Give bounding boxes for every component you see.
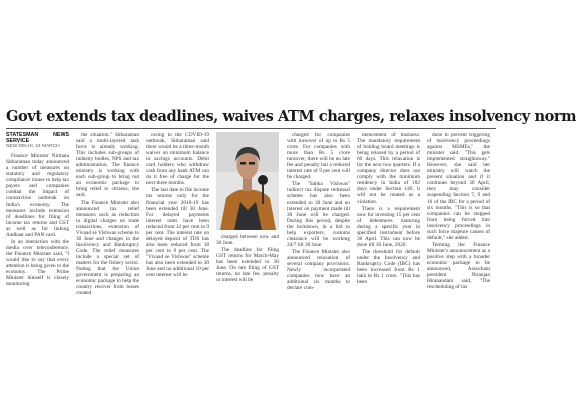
paragraph: charged between now and 30 June. (216, 234, 279, 247)
paragraph: charged for companies with turnover of up to Rs 5 crore. For companies with more than Rs 5 crore turnover, there will be no late fee and penalty but a reduced interest rate of 9 per cent will be charged. (287, 132, 350, 181)
article-column-6 (357, 132, 420, 400)
paragraph: The last date to file income tax returns only for the financial year 2018-19 has been extended till 30 June. For delayed payments interest rates have been reduced from 12 per cent to 9 per cent. The interest rate on delayed deposit of TDS has also been reduced from 18 per cent to 9 per cent. The "Vivaad se Vishwas" scheme has also been extended to 30 June and no additional 10 per cent interest will be (146, 187, 209, 279)
headline-divider (6, 128, 496, 129)
paragraph: Terming the Finance Minister's announcement as a positive step with a broader economic package to be announced, Assocham president Niranjan Hiranandani said, "The rescheduling of tax (427, 241, 490, 291)
paragraph: The deadline for filing GST returns for March-May has been extended to 30 June. On late filing of GST returns, no late fee, penalty or interest will be (216, 247, 279, 284)
paragraph: The Finance Minister also announced tax relief measures such as reduction in digital charges on trade transactions, extension of Vivaad se Vishwas scheme to 30 June and changes in the Insolvency and Bankruptcy Code. The relief measures include a special set of matters for the fishery sector. Noting that the Union government is preparing an economic package to help the country recover from losses created (76, 199, 139, 297)
paragraph: done to prevent triggering of insolvency proceedings against MSMEs," the minister said. "This gets implemented straightaway." However, she said her ministry will watch the present situation and if it continues beyond 30 April, they may consider suspending Section 7, 9 and 10 of the IBC for a period of six months. "This is so that companies can be stopped from being forced into insolvency proceedings in such force majeure causes of default," she added. (427, 132, 490, 241)
portrait-illustration (216, 132, 279, 230)
paragraph: The threshold for default under the Insolvency and Bankruptcy Code (IBC) has been increased from Rs 1 lakh to Rs 1 crore. "This has been (357, 248, 420, 286)
paragraph: Finance Minister Nirmala Sitharaman today announced a number of measures on statutory and regulatory compliance issues to help tax payers and companies combat the impact of coronavirus outbreak on India's economy. The measures include extension of deadlines for filing of income tax returns and GST as well as for linking Aadhaar and PAN card. (6, 153, 69, 238)
article-column-1 (6, 132, 69, 400)
paragraph: the situation." Sitharaman said a multi-layered task force is already working. This includes sub-groups of industry bodies, NPS and tax administration. The finance ministry is working with each sub-group to bring out an economic package to bring relief to citizens, she said. (76, 132, 139, 199)
article-column-4 (216, 234, 279, 400)
article-headline: Govt extends tax deadlines, waives ATM charges, relaxes insolvency norm (6, 108, 576, 125)
paragraph: There is a requirement now for investing 15 per cent of debentures maturing during a specific year in specified instrument before 30 April. This can now be done till 30 June, 2020. (357, 205, 420, 248)
paragraph: The "Sabka Vishwas" indirect tax dispute redressal scheme has also been extended to 30 June and no interest on payment made till 30 June will be charged. During this period, despite the lockdown, in a bid to help exporters, customs clearance will be working 24/7 till 30 June. (287, 181, 350, 248)
article-column-7 (427, 132, 490, 400)
article-column-2 (76, 132, 139, 400)
minister-photo (216, 132, 279, 230)
dateline: NEW DELHI, 24 MARCH (6, 144, 60, 150)
byline: STATESMAN NEWS SERVICE (6, 132, 69, 145)
article-column-3 (146, 132, 209, 400)
paragraph: The Finance Minister also announced relaxation of several company provisions. Newly incorporated companies now have an additional six months to declare com- (287, 248, 350, 292)
paragraph: owing to the COVID-19 outbreak, Sitharaman said there would be a three-month waiver on minimum balance in savings accounts. Debit card holders who withdraw cash from any bank ATM can do it free of charge for the next three months. (146, 132, 209, 187)
paragraph: mencement of business. The mandatory requirement of holding board meetings is being relaxed by a period of 60 days. This relaxation is for the next two quarters. If a company director does not comply with the minimum residency in India of 182 days under Section 149, it will not be treated as a violation. (357, 132, 420, 205)
paragraph: In an interaction with the media over teleconference, the Finance Minister said, "I would like to say that every attention is being given to the economy. The Prime Minister himself is closely monitoring (6, 238, 69, 288)
article-column-5 (287, 132, 350, 400)
